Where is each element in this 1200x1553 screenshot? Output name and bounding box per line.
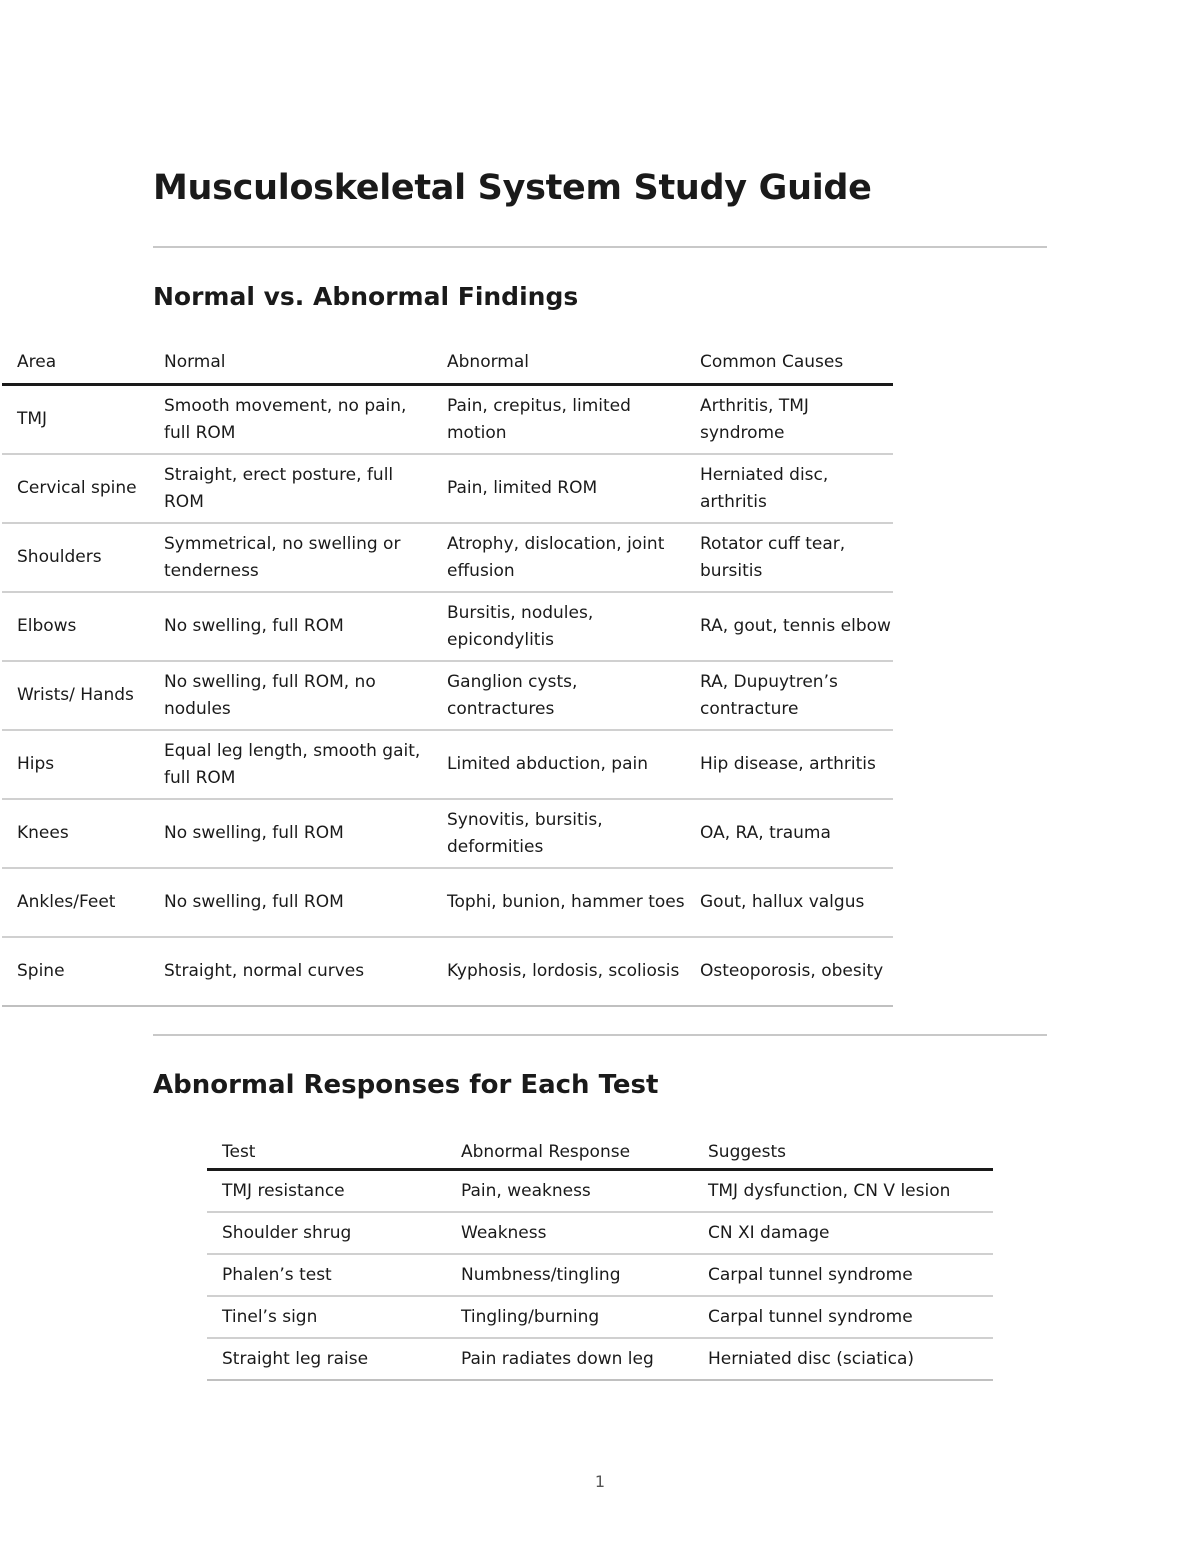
cell-area: Knees (2, 799, 149, 868)
column-header-abnormal: Abnormal (432, 344, 685, 385)
cell-area: TMJ (2, 385, 149, 455)
section-heading-findings: Normal vs. Abnormal Findings (153, 282, 579, 311)
cell-abnormal: Atrophy, dislocation, joint effusion (432, 523, 685, 592)
table-row (2, 454, 893, 523)
cell-abnormal: Tophi, bunion, hammer toes (432, 868, 685, 937)
cell-response: Weakness (446, 1212, 693, 1254)
cell-normal: No swelling, full ROM (149, 799, 432, 868)
table-row (2, 937, 893, 1006)
table-row (2, 868, 893, 937)
cell-response: Tingling/burning (446, 1296, 693, 1338)
cell-test: Shoulder shrug (207, 1212, 446, 1254)
cell-causes: Osteoporosis, obesity (685, 937, 893, 1006)
table-header-row (2, 344, 893, 385)
cell-area: Elbows (2, 592, 149, 661)
table-header-row (207, 1136, 993, 1170)
cell-causes: RA, Dupuytren’s contracture (685, 661, 893, 730)
table-row (207, 1338, 993, 1380)
table-row (207, 1254, 993, 1296)
cell-area: Cervical spine (2, 454, 149, 523)
cell-response: Pain, weakness (446, 1170, 693, 1213)
cell-abnormal: Synovitis, bursitis, deformities (432, 799, 685, 868)
cell-area: Wrists/ Hands (2, 661, 149, 730)
cell-suggests: Carpal tunnel syndrome (693, 1296, 993, 1338)
cell-causes: Gout, hallux valgus (685, 868, 893, 937)
cell-test: Tinel’s sign (207, 1296, 446, 1338)
table-row (2, 730, 893, 799)
cell-response: Pain radiates down leg (446, 1338, 693, 1380)
cell-abnormal: Kyphosis, lordosis, scoliosis (432, 937, 685, 1006)
cell-causes: Arthritis, TMJ syndrome (685, 385, 893, 455)
cell-abnormal: Pain, limited ROM (432, 454, 685, 523)
table-row (207, 1170, 993, 1213)
column-header-suggests: Suggests (693, 1136, 993, 1170)
column-header-area: Area (2, 344, 149, 385)
table-row (2, 523, 893, 592)
column-header-response: Abnormal Response (446, 1136, 693, 1170)
table-row (2, 661, 893, 730)
cell-normal: No swelling, full ROM, no nodules (149, 661, 432, 730)
cell-causes: Rotator cuff tear, bursitis (685, 523, 893, 592)
cell-normal: Smooth movement, no pain, full ROM (149, 385, 432, 455)
findings-table (2, 344, 893, 1007)
column-header-normal: Normal (149, 344, 432, 385)
cell-suggests: Herniated disc (sciatica) (693, 1338, 993, 1380)
cell-abnormal: Bursitis, nodules, epicondylitis (432, 592, 685, 661)
cell-normal: No swelling, full ROM (149, 592, 432, 661)
cell-response: Numbness/tingling (446, 1254, 693, 1296)
tests-table (207, 1136, 993, 1381)
cell-abnormal: Limited abduction, pain (432, 730, 685, 799)
title-divider (153, 246, 1047, 248)
column-header-test: Test (207, 1136, 446, 1170)
column-header-causes: Common Causes (685, 344, 893, 385)
table-row (2, 799, 893, 868)
cell-abnormal: Ganglion cysts, contractures (432, 661, 685, 730)
cell-test: Phalen’s test (207, 1254, 446, 1296)
cell-suggests: Carpal tunnel syndrome (693, 1254, 993, 1296)
table-row (2, 592, 893, 661)
section-heading-tests: Abnormal Responses for Each Test (153, 1070, 659, 1100)
section-divider (153, 1034, 1047, 1036)
cell-causes: RA, gout, tennis elbow (685, 592, 893, 661)
cell-normal: Straight, erect posture, full ROM (149, 454, 432, 523)
table-row (2, 385, 893, 455)
cell-normal: No swelling, full ROM (149, 868, 432, 937)
table-row (207, 1212, 993, 1254)
cell-normal: Equal leg length, smooth gait, full ROM (149, 730, 432, 799)
cell-normal: Symmetrical, no swelling or tenderness (149, 523, 432, 592)
cell-test: TMJ resistance (207, 1170, 446, 1213)
page-number: 1 (594, 1472, 606, 1491)
cell-suggests: TMJ dysfunction, CN V lesion (693, 1170, 993, 1213)
page-title: Musculoskeletal System Study Guide (153, 168, 872, 208)
cell-area: Ankles/Feet (2, 868, 149, 937)
cell-abnormal: Pain, crepitus, limited motion (432, 385, 685, 455)
cell-area: Shoulders (2, 523, 149, 592)
cell-causes: OA, RA, trauma (685, 799, 893, 868)
cell-area: Spine (2, 937, 149, 1006)
cell-causes: Hip disease, arthritis (685, 730, 893, 799)
table-row (207, 1296, 993, 1338)
cell-normal: Straight, normal curves (149, 937, 432, 1006)
cell-area: Hips (2, 730, 149, 799)
cell-causes: Herniated disc, arthritis (685, 454, 893, 523)
cell-suggests: CN XI damage (693, 1212, 993, 1254)
cell-test: Straight leg raise (207, 1338, 446, 1380)
